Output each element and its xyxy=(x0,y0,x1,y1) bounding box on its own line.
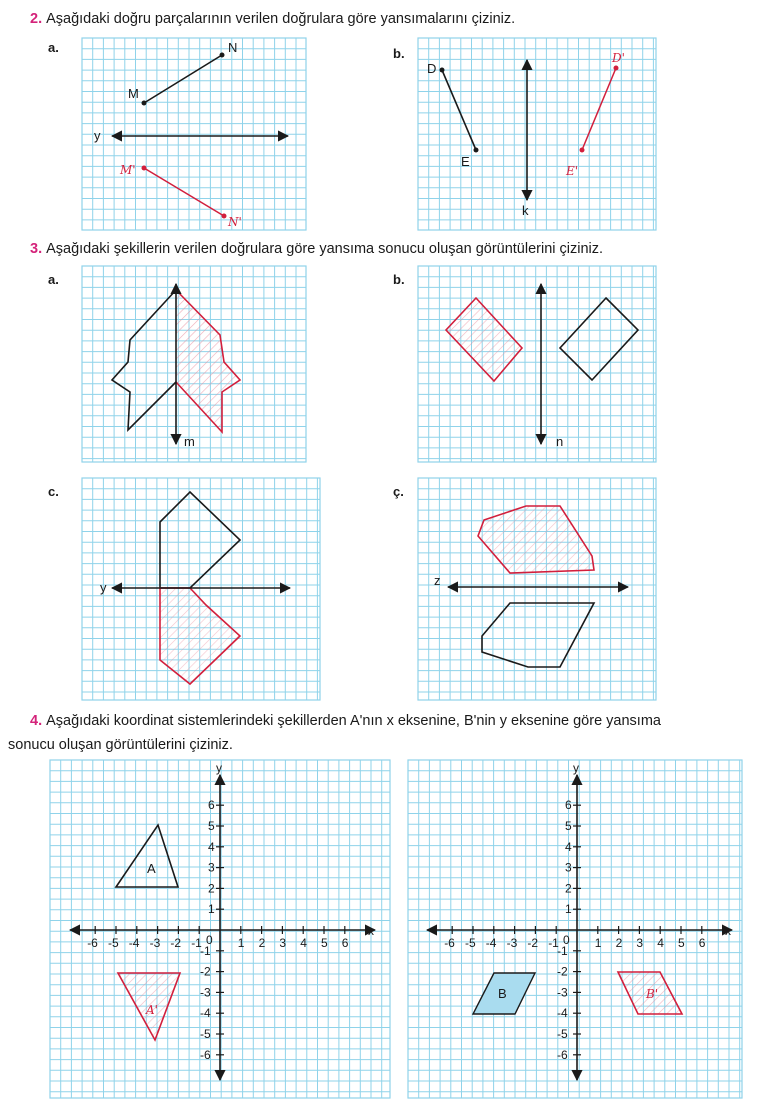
y-tick-label: 6 xyxy=(565,798,572,813)
sub-label-2b: b. xyxy=(393,46,405,61)
sub-label-3b: b. xyxy=(393,272,405,287)
y-tick-label: -6 xyxy=(200,1047,211,1062)
label-a-image: A' xyxy=(146,1003,158,1017)
x-tick-label: -2 xyxy=(170,936,182,950)
sub-label-3a: a. xyxy=(48,272,59,287)
x-tick-label: -1 xyxy=(548,936,559,950)
y-tick-label: 6 xyxy=(208,798,215,813)
y-tick-label: 4 xyxy=(208,839,215,854)
y-tick-label: 4 xyxy=(565,839,572,854)
line-label-k: k xyxy=(522,203,529,218)
x-tick-label: 3 xyxy=(636,936,644,950)
x-tick-label: -5 xyxy=(465,936,476,950)
x-tick-label: -1 xyxy=(191,936,202,950)
sub-label-3c2: ç. xyxy=(393,484,404,499)
y-tick-label: 3 xyxy=(208,860,215,875)
shape-3c2 xyxy=(482,603,594,667)
x-tick-label: 2 xyxy=(258,936,266,950)
y-tick-label: 2 xyxy=(208,881,215,896)
grid-panel xyxy=(418,38,656,230)
x-tick-label: 2 xyxy=(615,936,623,950)
x-tick-label: -6 xyxy=(87,936,98,950)
label-e-image: E' xyxy=(566,164,579,178)
label-b-image: B' xyxy=(646,987,659,1001)
x-tick-label: -5 xyxy=(108,936,119,950)
x-axis-label: x xyxy=(368,924,374,938)
question-text: Aşağıdaki şekillerin verilen doğrulara göre yansıma sonucu oluşan görüntülerini çiziniz. xyxy=(46,241,604,257)
label-m: M xyxy=(128,86,139,101)
grid-panel xyxy=(418,266,656,462)
grid-panel xyxy=(82,38,306,230)
y-tick-label: 2 xyxy=(565,881,572,896)
sub-label-3c: c. xyxy=(48,484,59,499)
sub-label-2a: a. xyxy=(48,40,59,55)
x-tick-label: 1 xyxy=(237,936,245,950)
line-label-y-3c: y xyxy=(100,580,107,595)
x-tick-label: -4 xyxy=(128,936,140,950)
shape-3b xyxy=(560,298,638,380)
y-tick-label: 3 xyxy=(565,860,572,875)
question-text-line1: Aşağıdaki koordinat sistemlerindeki şekillerden A'nın x eksenine, B'nin y eksenine göre yansıma xyxy=(46,713,661,729)
question-4-line2: sonucu oluşan görüntülerini çiziniz. xyxy=(8,737,233,753)
x-tick-label: -3 xyxy=(149,936,161,950)
y-tick-label: -3 xyxy=(557,985,568,1000)
question-number: 2. xyxy=(30,11,43,27)
y-tick-label: -2 xyxy=(557,964,568,979)
label-n-image: N' xyxy=(228,215,242,229)
x-tick-label: 5 xyxy=(678,936,685,950)
origin-label: 0 xyxy=(563,933,570,947)
x-tick-label: -6 xyxy=(444,936,455,950)
label-b: B xyxy=(498,986,507,1001)
y-tick-label: 5 xyxy=(565,819,572,833)
label-m-image: M' xyxy=(120,163,136,177)
x-tick-label: 5 xyxy=(321,936,328,950)
label-a: A xyxy=(147,861,156,876)
label-n: N xyxy=(228,40,238,55)
grid-panel xyxy=(408,760,742,1098)
label-d: D xyxy=(427,61,437,76)
y-tick-label: -6 xyxy=(557,1047,568,1062)
x-tick-label: 4 xyxy=(657,936,664,950)
y-tick-label: -1 xyxy=(200,943,211,958)
q3c2-figure xyxy=(434,506,628,667)
question-text: Aşağıdaki doğru parçalarının verilen doğrulara göre yansımalarını çiziniz. xyxy=(46,11,516,27)
x-tick-label: -4 xyxy=(485,936,497,950)
label-e: E xyxy=(461,154,470,169)
x-tick-label: 6 xyxy=(698,936,706,950)
y-tick-label: 1 xyxy=(565,902,572,917)
y-axis-label: y xyxy=(216,761,222,775)
x-tick-label: 4 xyxy=(300,936,307,950)
origin-label: 0 xyxy=(206,933,213,947)
line-label-n: n xyxy=(556,434,564,449)
point-m xyxy=(142,101,147,106)
x-axis-label: x xyxy=(725,924,731,938)
shape-3a xyxy=(112,290,176,430)
y-tick-label: -1 xyxy=(557,943,568,958)
segment-de xyxy=(442,70,476,150)
y-tick-label: -3 xyxy=(200,985,211,1000)
line-label-z: z xyxy=(434,573,441,588)
x-tick-label: -3 xyxy=(506,936,518,950)
y-tick-label: 1 xyxy=(208,902,215,917)
y-tick-label: 5 xyxy=(208,819,215,833)
y-tick-label: -2 xyxy=(200,964,211,979)
question-number: 3. xyxy=(30,241,43,257)
q4-left-shapes xyxy=(116,825,180,1040)
line-label-m: m xyxy=(184,434,195,449)
point-n xyxy=(220,53,225,58)
x-tick-label: 3 xyxy=(279,936,287,950)
y-axis-label: y xyxy=(573,761,579,775)
label-d-image: D' xyxy=(612,51,625,65)
y-tick-label: -4 xyxy=(200,1006,211,1021)
question-number: 4. xyxy=(30,713,43,729)
y-tick-label: -5 xyxy=(200,1027,211,1041)
y-tick-label: -5 xyxy=(557,1027,568,1041)
y-tick-label: -4 xyxy=(557,1006,568,1021)
x-tick-label: 6 xyxy=(341,936,349,950)
x-tick-label: 1 xyxy=(594,936,602,950)
line-label-y-2a: y xyxy=(94,128,101,143)
x-tick-label: -2 xyxy=(527,936,539,950)
